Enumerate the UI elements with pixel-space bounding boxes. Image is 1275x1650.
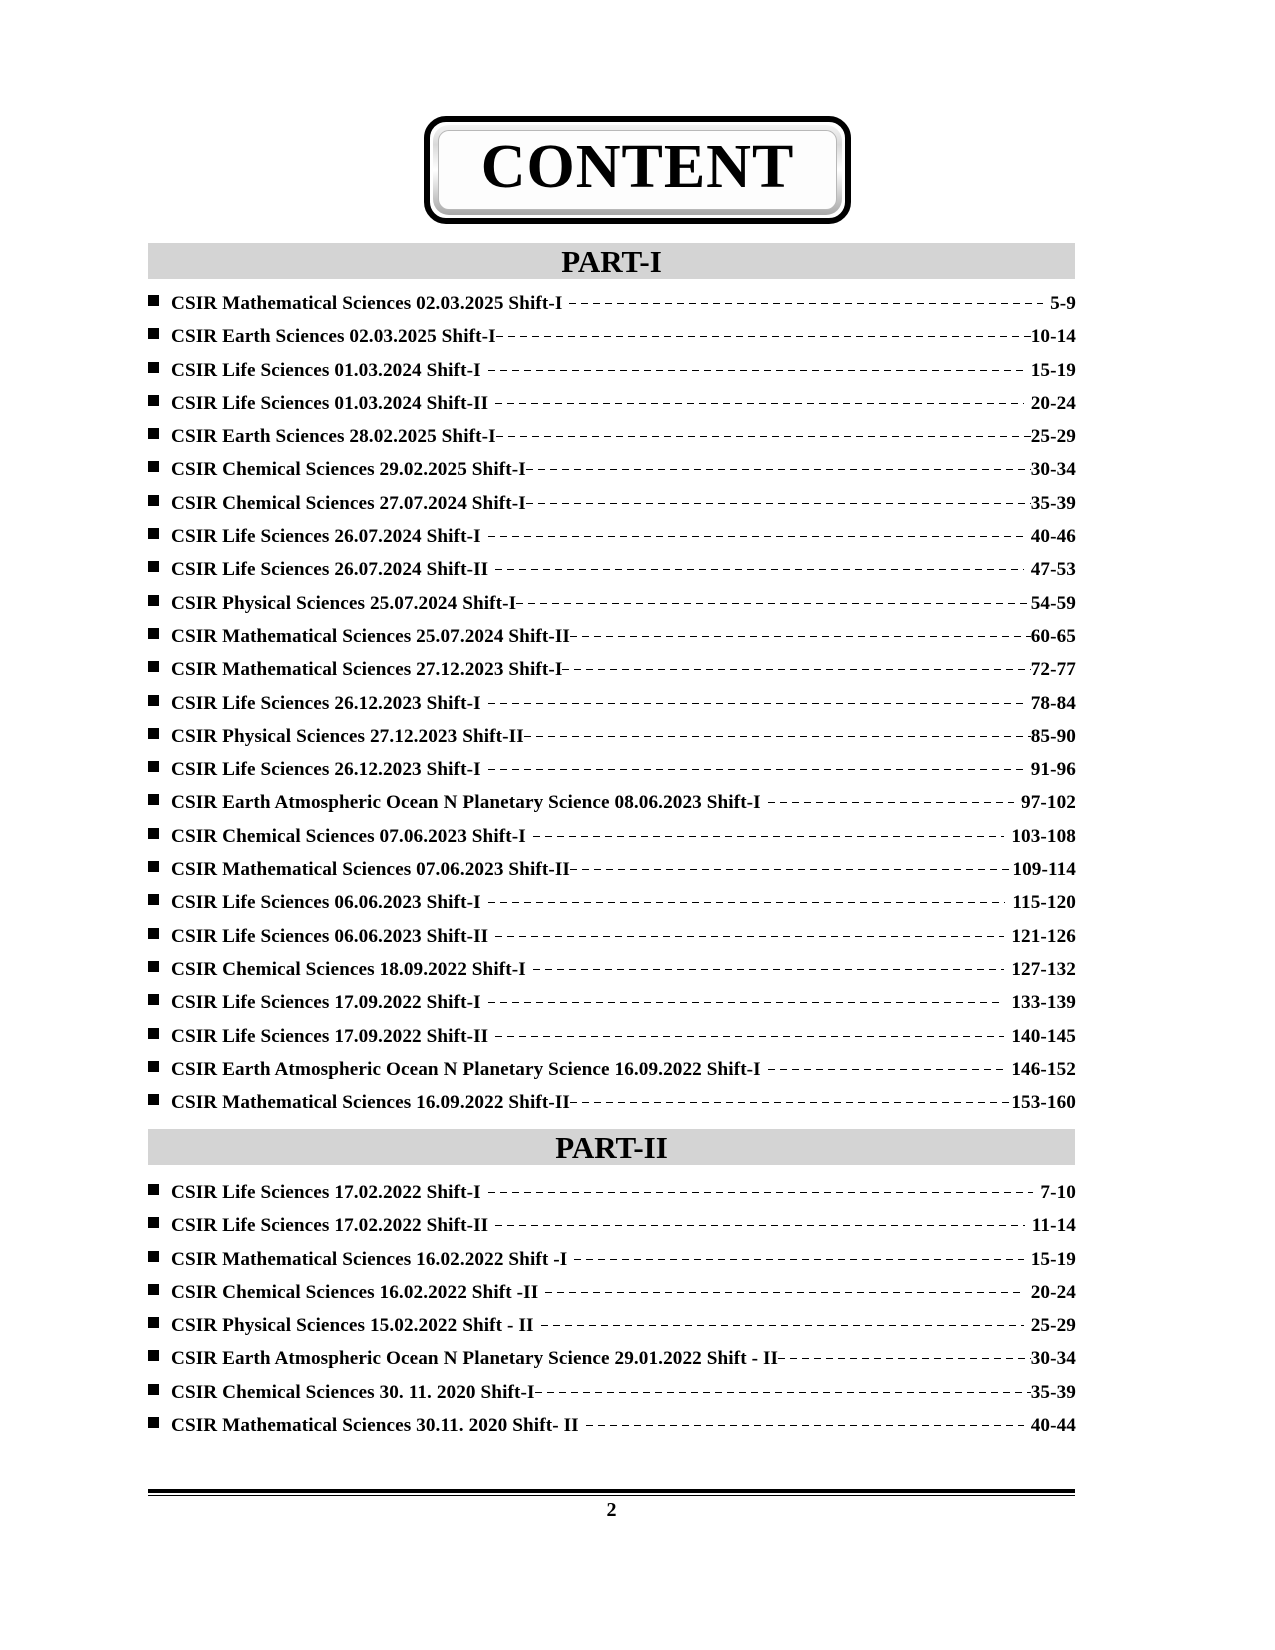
page-title-container xyxy=(0,116,1275,224)
toc-entry-title: CSIR Chemical Sciences 27.07.2024 Shift-I xyxy=(171,492,526,514)
toc-entry-pages: 11-14 xyxy=(1031,1215,1076,1237)
part-section-header-2 xyxy=(148,1129,1075,1165)
toc-entry-title: CSIR Mathematical Sciences 07.06.2023 Shift-II xyxy=(171,859,570,881)
toc-leader-dots xyxy=(488,1002,1005,1003)
toc-entry-title: CSIR Chemical Sciences 29.02.2025 Shift-I xyxy=(171,459,526,481)
toc-entry[interactable] xyxy=(148,859,1076,892)
square-bullet-icon xyxy=(148,1061,159,1072)
toc-entry-pages: 7-10 xyxy=(1040,1182,1076,1203)
square-bullet-icon xyxy=(148,961,159,972)
toc-entry[interactable] xyxy=(148,493,1076,526)
square-bullet-icon xyxy=(148,1028,159,1039)
toc-entry-pages: 20-24 xyxy=(1030,1281,1076,1303)
toc-entry[interactable] xyxy=(148,759,1076,792)
toc-leader-dots xyxy=(495,1036,1004,1037)
toc-entry-pages: 121-126 xyxy=(1011,925,1076,947)
toc-entry-pages: 5-9 xyxy=(1050,293,1076,314)
part-label: PART-II xyxy=(555,1129,668,1165)
toc-entry[interactable] xyxy=(148,1382,1076,1415)
toc-leader-dots xyxy=(526,503,1031,504)
toc-entry-title: CSIR Life Sciences 01.03.2024 Shift-II xyxy=(171,392,489,414)
toc-leader-dots xyxy=(488,769,1024,770)
toc-leader-dots xyxy=(495,569,1024,570)
footer-rule-thick xyxy=(148,1489,1075,1493)
toc-entry-title: CSIR Life Sciences 26.12.2023 Shift-I xyxy=(171,759,481,781)
toc-entry-title: CSIR Life Sciences 17.09.2022 Shift-II xyxy=(171,1025,489,1047)
toc-entry-pages: 127-132 xyxy=(1011,958,1076,980)
square-bullet-icon xyxy=(148,894,159,905)
toc-entry-pages: 133-139 xyxy=(1011,992,1076,1014)
toc-entry-pages: 115-120 xyxy=(1012,892,1076,914)
footer-page-number: 2 xyxy=(606,1499,617,1521)
toc-leader-dots xyxy=(524,736,1031,737)
toc-entry[interactable] xyxy=(148,1348,1076,1381)
square-bullet-icon xyxy=(148,1217,159,1228)
toc-entry-title: CSIR Chemical Sciences 07.06.2023 Shift-I xyxy=(171,825,526,847)
toc-leader-dots xyxy=(526,469,1031,470)
square-bullet-icon xyxy=(148,628,159,639)
toc-entry[interactable] xyxy=(148,659,1076,692)
toc-entry-title: CSIR Physical Sciences 15.02.2022 Shift - II xyxy=(171,1315,534,1337)
toc-entry-title: CSIR Life Sciences 26.07.2024 Shift-I xyxy=(171,526,481,548)
toc-entry-pages: 25-29 xyxy=(1030,1315,1076,1337)
toc-entry-pages: 47-53 xyxy=(1030,559,1076,581)
toc-entry-title: CSIR Life Sciences 17.02.2022 Shift-I xyxy=(171,1182,481,1203)
toc-entry-title: CSIR Mathematical Sciences 27.12.2023 Shift-I xyxy=(171,659,563,681)
toc-leader-dots xyxy=(488,370,1024,371)
square-bullet-icon xyxy=(148,928,159,939)
square-bullet-icon xyxy=(148,994,159,1005)
toc-entry[interactable] xyxy=(148,526,1076,559)
toc-leader-dots xyxy=(586,1425,1024,1426)
toc-entry-pages: 30-34 xyxy=(1030,459,1076,481)
toc-entry[interactable] xyxy=(148,1315,1076,1348)
toc-leader-dots xyxy=(778,1358,1031,1359)
toc-entry-title: CSIR Life Sciences 01.03.2024 Shift-I xyxy=(171,359,481,381)
square-bullet-icon xyxy=(148,761,159,772)
toc-entry-pages: 25-29 xyxy=(1030,426,1076,448)
toc-entry[interactable] xyxy=(148,926,1076,959)
toc-leader-dots xyxy=(545,1292,1023,1293)
toc-entry-pages: 103-108 xyxy=(1011,825,1076,847)
toc-entry-pages: 60-65 xyxy=(1030,625,1076,647)
toc-entry-title: CSIR Life Sciences 17.02.2022 Shift-II xyxy=(171,1215,489,1237)
toc-entry-title: CSIR Earth Sciences 02.03.2025 Shift-I xyxy=(171,326,496,348)
toc-entry-title: CSIR Earth Atmospheric Ocean N Planetary Science 08.06.2023 Shift-I xyxy=(171,792,761,814)
toc-entry[interactable] xyxy=(148,726,1076,759)
square-bullet-icon xyxy=(148,1350,159,1361)
square-bullet-icon xyxy=(148,428,159,439)
square-bullet-icon xyxy=(148,695,159,706)
toc-entry[interactable] xyxy=(148,892,1076,925)
toc-leader-dots xyxy=(488,703,1024,704)
square-bullet-icon xyxy=(148,362,159,373)
page-footer xyxy=(148,1489,1075,1522)
toc-leader-dots xyxy=(496,436,1031,437)
toc-entry[interactable] xyxy=(148,1282,1076,1315)
toc-leader-dots xyxy=(495,936,1004,937)
toc-entry[interactable] xyxy=(148,1415,1076,1448)
toc-entry-pages: 153-160 xyxy=(1011,1092,1076,1114)
square-bullet-icon xyxy=(148,1094,159,1105)
page-title: CONTENT xyxy=(480,133,795,201)
toc-entry-title: CSIR Mathematical Sciences 02.03.2025 Shift-I xyxy=(171,293,563,314)
toc-entry-title: CSIR Mathematical Sciences 30.11. 2020 Shift- II xyxy=(171,1415,579,1437)
toc-entry-pages: 15-19 xyxy=(1030,359,1076,381)
toc-entry[interactable] xyxy=(148,393,1076,426)
square-bullet-icon xyxy=(148,1284,159,1295)
square-bullet-icon xyxy=(148,1184,159,1195)
square-bullet-icon xyxy=(148,561,159,572)
toc-entry-pages: 78-84 xyxy=(1030,692,1076,714)
toc-leader-dots xyxy=(535,1392,1031,1393)
toc-entry[interactable] xyxy=(148,1215,1076,1248)
toc-entry[interactable] xyxy=(148,826,1076,859)
part-section-header-1 xyxy=(148,243,1075,279)
square-bullet-icon xyxy=(148,1384,159,1395)
toc-entry-title: CSIR Life Sciences 26.07.2024 Shift-II xyxy=(171,559,489,581)
footer-rule-thin xyxy=(148,1495,1075,1496)
toc-entry-pages: 35-39 xyxy=(1030,1381,1076,1403)
toc-leader-dots xyxy=(562,669,1030,670)
toc-entry-title: CSIR Chemical Sciences 16.02.2022 Shift -II xyxy=(171,1281,539,1303)
toc-entry-title: CSIR Earth Atmospheric Ocean N Planetary Science 29.01.2022 Shift - II xyxy=(171,1348,779,1370)
toc-entry[interactable] xyxy=(148,326,1076,359)
title-plaque-outer-frame xyxy=(424,116,852,224)
toc-entry-title: CSIR Life Sciences 06.06.2023 Shift-I xyxy=(171,892,481,914)
toc-entry-title: CSIR Life Sciences 17.09.2022 Shift-I xyxy=(171,992,481,1014)
toc-leader-dots xyxy=(574,1259,1023,1260)
toc-leader-dots xyxy=(488,902,1006,903)
square-bullet-icon xyxy=(148,1317,159,1328)
toc-entry-pages: 91-96 xyxy=(1030,759,1076,781)
part-label: PART-I xyxy=(561,243,662,279)
toc-leader-dots xyxy=(541,1325,1024,1326)
title-plaque-inner-panel xyxy=(438,130,838,210)
toc-entry[interactable] xyxy=(148,959,1076,992)
toc-entry-title: CSIR Chemical Sciences 18.09.2022 Shift-I xyxy=(171,958,526,980)
toc-entry-pages: 15-19 xyxy=(1030,1248,1076,1270)
square-bullet-icon xyxy=(148,828,159,839)
toc-entry-title: CSIR Earth Sciences 28.02.2025 Shift-I xyxy=(171,426,496,448)
toc-entry-title: CSIR Chemical Sciences 30. 11. 2020 Shift-I xyxy=(171,1381,535,1403)
toc-entry-pages: 72-77 xyxy=(1030,659,1076,681)
toc-entry[interactable] xyxy=(148,293,1076,326)
toc-list-part-2 xyxy=(148,1182,1076,1448)
toc-entry[interactable] xyxy=(148,1182,1076,1215)
toc-entry-pages: 109-114 xyxy=(1012,859,1076,881)
toc-entry-title: CSIR Physical Sciences 27.12.2023 Shift-II xyxy=(171,725,524,747)
toc-entry-title: CSIR Mathematical Sciences 25.07.2024 Shift-II xyxy=(171,625,570,647)
toc-entry[interactable] xyxy=(148,1059,1076,1092)
square-bullet-icon xyxy=(148,728,159,739)
toc-leader-dots xyxy=(488,536,1024,537)
square-bullet-icon xyxy=(148,495,159,506)
toc-leader-dots xyxy=(570,869,1012,870)
toc-entry-pages: 146-152 xyxy=(1011,1058,1076,1080)
square-bullet-icon xyxy=(148,661,159,672)
toc-entry[interactable] xyxy=(148,1026,1076,1059)
toc-entry-title: CSIR Physical Sciences 25.07.2024 Shift-I xyxy=(171,592,517,614)
toc-entry[interactable] xyxy=(148,1249,1076,1282)
toc-entry-pages: 54-59 xyxy=(1030,592,1076,614)
toc-entry[interactable] xyxy=(148,693,1076,726)
toc-entry-title: CSIR Mathematical Sciences 16.02.2022 Shift -I xyxy=(171,1248,568,1270)
toc-entry-pages: 10-14 xyxy=(1030,326,1076,348)
title-plaque-bevel xyxy=(433,125,843,215)
toc-entry-pages: 97-102 xyxy=(1021,792,1076,814)
toc-entry[interactable] xyxy=(148,593,1076,626)
toc-entry[interactable] xyxy=(148,360,1076,393)
toc-entry-pages: 140-145 xyxy=(1011,1025,1076,1047)
toc-leader-dots xyxy=(768,802,1014,803)
toc-leader-dots xyxy=(533,836,1005,837)
toc-entry-pages: 40-46 xyxy=(1030,526,1076,548)
toc-entry-pages: 20-24 xyxy=(1030,392,1076,414)
toc-leader-dots xyxy=(570,1102,1011,1103)
toc-entry-pages: 85-90 xyxy=(1030,725,1076,747)
square-bullet-icon xyxy=(148,328,159,339)
toc-leader-dots xyxy=(495,1225,1025,1226)
toc-entry[interactable] xyxy=(148,559,1076,592)
square-bullet-icon xyxy=(148,1417,159,1428)
toc-leader-dots xyxy=(768,1069,1005,1070)
toc-entry[interactable] xyxy=(148,1092,1076,1125)
toc-entry[interactable] xyxy=(148,792,1076,825)
toc-entry-title: CSIR Earth Atmospheric Ocean N Planetary Science 16.09.2022 Shift-I xyxy=(171,1058,761,1080)
square-bullet-icon xyxy=(148,528,159,539)
square-bullet-icon xyxy=(148,595,159,606)
toc-leader-dots xyxy=(570,636,1031,637)
square-bullet-icon xyxy=(148,395,159,406)
toc-entry[interactable] xyxy=(148,459,1076,492)
square-bullet-icon xyxy=(148,295,159,306)
toc-entry[interactable] xyxy=(148,992,1076,1025)
toc-entry-title: CSIR Life Sciences 06.06.2023 Shift-II xyxy=(171,925,489,947)
toc-list-part-1 xyxy=(148,293,1076,1125)
toc-leader-dots xyxy=(495,403,1024,404)
toc-entry-pages: 30-34 xyxy=(1030,1348,1076,1370)
toc-entry-pages: 40-44 xyxy=(1030,1415,1076,1437)
toc-entry[interactable] xyxy=(148,626,1076,659)
toc-entry-title: CSIR Mathematical Sciences 16.09.2022 Shift-II xyxy=(171,1092,570,1114)
toc-leader-dots xyxy=(496,336,1031,337)
toc-entry-title: CSIR Life Sciences 26.12.2023 Shift-I xyxy=(171,692,481,714)
toc-leader-dots xyxy=(488,1192,1034,1193)
square-bullet-icon xyxy=(148,461,159,472)
toc-leader-dots xyxy=(533,969,1005,970)
toc-entry-pages: 35-39 xyxy=(1030,492,1076,514)
square-bullet-icon xyxy=(148,1251,159,1262)
toc-entry[interactable] xyxy=(148,426,1076,459)
square-bullet-icon xyxy=(148,794,159,805)
toc-leader-dots xyxy=(569,303,1043,304)
square-bullet-icon xyxy=(148,861,159,872)
toc-leader-dots xyxy=(516,603,1031,604)
